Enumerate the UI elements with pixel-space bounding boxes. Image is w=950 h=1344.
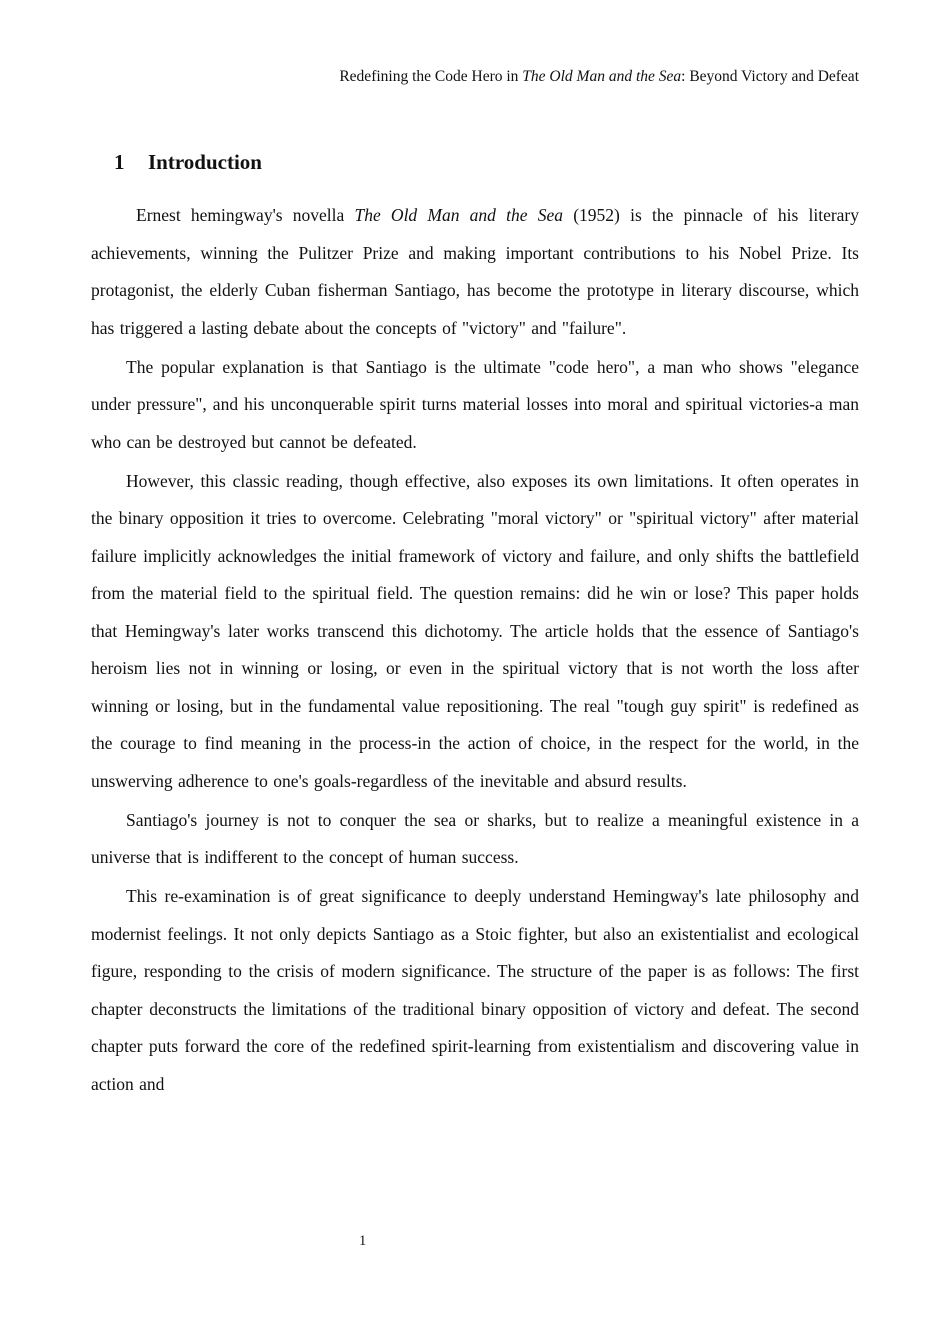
- paragraph-1-rest: (1952) is the pinnacle of his literary achievements, winning the Pulitzer Prize and making important contributions to his Nobel Prize. Its protagonist, the elderly Cuban fisherman Santiago, has become the prototype in literary discourse, which has triggered a lasting debate about the concepts of "victory" and "failure".: [91, 205, 860, 338]
- paragraph-1-lead: Ernest hemingway's novella: [136, 205, 355, 225]
- header-title-suffix: : Beyond Victory and Defeat: [681, 68, 859, 85]
- section-number: 1: [114, 150, 125, 174]
- section-heading: [114, 150, 262, 175]
- header-title-prefix: Redefining the Code Hero in: [339, 68, 523, 85]
- paragraph-2: The popular explanation is that Santiago is the ultimate "code hero", a man who shows "elegance under pressure", and his unconquerable spirit turns material losses into moral and spiritual victories-a man who can be destroyed but cannot be defeated.: [91, 356, 859, 452]
- paragraph-3: However, this classic reading, though effective, also exposes its own limitations. It often operates in the binary opposition it tries to overcome. Celebrating "moral victory" or "spiritual victory" after material failure implicitly acknowledges the initial framework of victory and failure, and only shifts the battlefield from the material field to the spiritual field. The question remains: did he win or lose? This paper holds that Hemingway's later works transcend this dichotomy. The article holds that the essence of Santiago's heroism lies not in winning or losing, or even in the spiritual victory that is not worth the loss after winning or losing, but in the fundamental value repositioning. The real "tough guy spirit" is redefined as the courage to find meaning in the process-in the action of choice, in the respect for the world, in the unswerving adherence to one's goals-regardless of the inevitable and absurd results.: [91, 470, 859, 791]
- running-header: [339, 68, 859, 86]
- paragraph-4: Santiago's journey is not to conquer the sea or sharks, but to realize a meaningful existence in a universe that is indifferent to the concept of human success.: [91, 809, 859, 867]
- novel-title: The Old Man and the Sea: [354, 205, 564, 225]
- header-title-italic: The Old Man and the Sea: [522, 68, 682, 85]
- body-text: [91, 197, 859, 1105]
- paragraph-5: This re-examination is of great significance to deeply understand Hemingway's late philosophy and modernist feelings. It not only depicts Santiago as a Stoic fighter, but also an existentialist and ecological figure, responding to the crisis of modern significance. The structure of the paper is as follows: The first chapter deconstructs the limitations of the traditional binary opposition of victory and defeat. The second chapter puts forward the core of the redefined spirit-learning from existentialism and discovering value in action and: [91, 886, 859, 1094]
- paragraph-1: [91, 197, 859, 347]
- section-title: Introduction: [148, 150, 262, 174]
- page-number: 1: [359, 1233, 367, 1249]
